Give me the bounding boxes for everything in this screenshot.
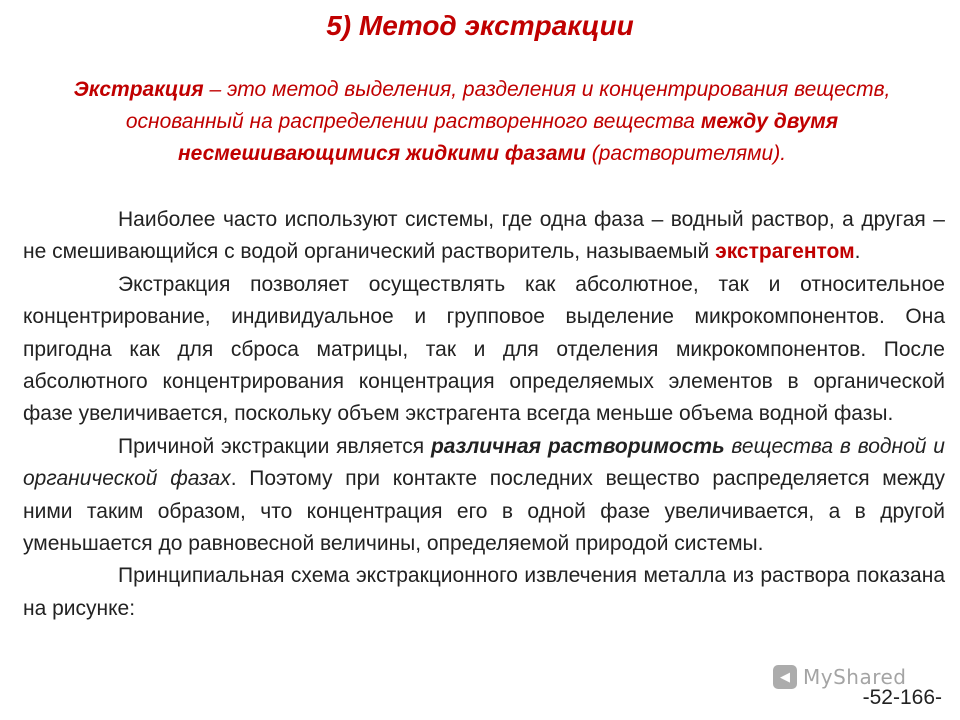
paragraph-3-bold: различная растворимость: [430, 434, 725, 458]
slide-title: 5) Метод экстракции: [326, 10, 634, 41]
paragraph-3-text-1: Причиной экстракции является: [118, 434, 431, 458]
paragraph-1-text-2: .: [854, 240, 861, 264]
paragraph-1-text-1: Наиболее часто используют системы, где одна фаза – водный раствор, а другая – не смешивающийся с водой органический растворитель, называемый: [23, 208, 945, 264]
definition-emphasis: между двумя несмешивающимися жидкими фазами: [177, 110, 839, 165]
extragent-term: экстрагентом: [715, 240, 855, 264]
page-number: -52-166-: [862, 686, 942, 709]
definition-text-2: (растворителями).: [585, 142, 787, 165]
paragraph-1: [23, 204, 945, 269]
paragraph-3: [23, 431, 945, 561]
body-text: [23, 204, 945, 625]
share-logo-icon: ◀: [773, 665, 797, 689]
paragraph-3-italic: вещества в водной и органической фазах: [23, 434, 945, 491]
watermark-text: MyShared: [803, 665, 907, 689]
definition-block: [42, 74, 922, 170]
definition-term: Экстракция: [73, 78, 204, 101]
definition-text-1: – это метод выделения, разделения и концентрирования веществ, основанный на распределении растворенного вещества: [125, 78, 891, 133]
paragraph-2: Экстракция позволяет осуществлять как абсолютное, так и относительное концентрирование, индивидуальное и групповое выделение микрокомпонентов. Она пригодна как для сброса матрицы, так и для отделения микрокомпонентов. После абсолютного концентрирования концентрация определяемых элементов в органической фазе увеличивается, поскольку объем экстрагента всегда меньше объема водной фазы.: [23, 272, 945, 426]
paragraph-3-text-2: . Поэтому при контакте последних вещество распределяется между ними таким образом, что концентрация его в одной фазе увеличивается, а в другой уменьшается до равновесной величины, определяемой природой системы.: [23, 467, 945, 556]
paragraph-4: Принципиальная схема экстракционного извлечения металла из раствора показана на рисунке:: [23, 564, 945, 620]
